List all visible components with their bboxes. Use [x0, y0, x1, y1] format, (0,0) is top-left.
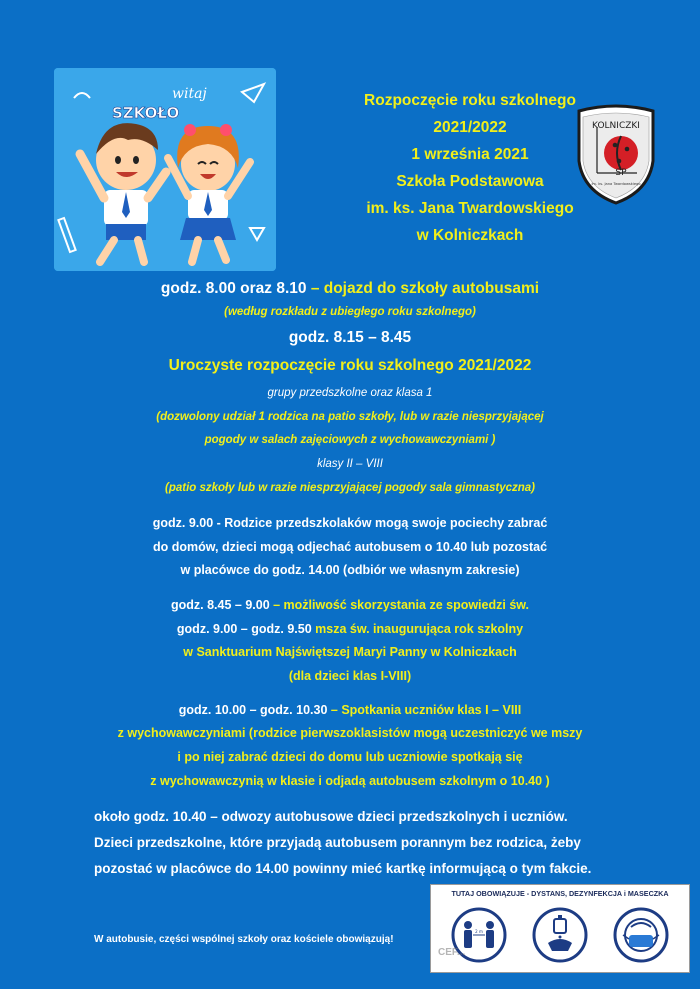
face-mask-icon	[613, 907, 669, 963]
header-patron: im. ks. Jana Twardowskiego	[366, 200, 574, 217]
sanitary-rules-banner	[430, 884, 690, 973]
illustration-witaj-text: witaj	[172, 86, 207, 102]
crest-letters-text: SP	[615, 168, 627, 178]
preschool-pickup-a: godz. 9.00 - Rodzice przedszkolaków mogą swoje pociechy zabrać	[152, 516, 548, 530]
groups-preschool-note-b: pogody w salach zajęciowych z wychowawczyniami )	[204, 434, 496, 446]
meeting-line-c: i po niej zabrać dzieci do domu lub uczniowie spotkają się	[177, 750, 523, 764]
bus-arrival-line	[0, 280, 700, 298]
groups-classes-2-8: klasy II – VIII	[317, 458, 383, 470]
crest-name-text: KOLNICZKI	[592, 121, 640, 131]
preschool-pickup-c: w placówce do godz. 14.00 (odbiór we własnym zakresie)	[180, 563, 520, 577]
bus-return-paragraph	[94, 804, 654, 882]
welcome-school-illustration	[54, 68, 276, 271]
confession-line	[0, 598, 700, 612]
crest-caption-text: im. ks. Jana Twardowskiego	[591, 182, 641, 186]
groups-classes-note: (patio szkoły lub w razie niesprzyjającej pogody sala gimnastyczna)	[164, 482, 536, 494]
watermark-text: CEF...	[438, 947, 466, 958]
mass-time: godz. 9.00 – godz. 9.50	[176, 622, 312, 636]
mass-line	[0, 622, 700, 636]
meeting-time: godz. 10.00 – godz. 10.30	[178, 703, 328, 717]
mass-text: msza św. inaugurująca rok szkolny	[311, 622, 524, 636]
preschool-pickup-b: do domów, dzieci mogą odjechać autobusem o 10.40 lub pozostać	[152, 540, 548, 554]
header-school-year: 2021/2022	[433, 119, 507, 136]
distance-label: 2 m	[475, 929, 483, 934]
ceremony-time: godz. 8.15 – 8.45	[288, 329, 412, 346]
meeting-line	[0, 703, 700, 717]
bus-return-line-a: około godz. 10.40 – odwozy autobusowe dzieci przedszkolnych i uczniów.	[94, 809, 568, 824]
mass-note: (dla dzieci klas I-VIII)	[288, 669, 412, 683]
ceremony-title: Uroczyste rozpoczęcie roku szkolnego 2021/2022	[168, 357, 532, 374]
confession-time: godz. 8.45 – 9.00	[170, 598, 270, 612]
confession-text: – możliwość skorzystania ze spowiedzi św.	[269, 598, 530, 612]
groups-preschool-note-a: (dozwolony udział 1 rodzica na patio szkoły, lub w razie niesprzyjającej	[156, 411, 544, 423]
illustration-szkolo-text: SZKOŁO	[112, 104, 180, 122]
header-title: Rozpoczęcie roku szkolnego	[364, 92, 576, 109]
header-date: 1 września 2021	[411, 146, 529, 163]
school-crest-logo	[575, 103, 657, 206]
rules-note: W autobusie, części wspólnej szkoły oraz kościele obowiązują!	[94, 934, 394, 945]
disinfection-icon	[532, 907, 588, 963]
meeting-line-b: z wychowawczyniami (rodzice pierwszoklasistów mogą uczestniczyć we mszy	[117, 726, 583, 740]
bus-arrival-time: godz. 8.00 oraz 8.10	[160, 280, 307, 297]
bus-schedule-note: (według rozkładu z ubiegłego roku szkolnego)	[224, 306, 476, 318]
bus-return-line-b: Dzieci przedszkolne, które przyjadą autobusem porannym bez rodzica, żeby	[94, 835, 581, 850]
mass-place: w Sanktuarium Najświętszej Maryi Panny w Kolniczkach	[183, 645, 517, 659]
bus-arrival-text: – dojazd do szkoły autobusami	[306, 280, 540, 297]
meeting-text: – Spotkania uczniów klas I – VIII	[327, 703, 522, 717]
banner-title: TUTAJ OBOWIĄZUJE - DYSTANS, DEZYNFEKCJA i MASECZKA	[451, 889, 669, 898]
header-school-name: Szkoła Podstawowa	[396, 173, 544, 190]
children-jumping-image	[54, 68, 276, 271]
meeting-line-d: z wychowawczynią w klasie i odjadą autobusem szkolnym o 10.40 )	[150, 774, 550, 788]
bus-return-line-c: pozostać w placówce do 14.00 powinny mieć kartkę informującą o tym fakcie.	[94, 861, 592, 876]
groups-preschool-class1: grupy przedszkolne oraz klasa 1	[267, 387, 433, 399]
header-location: w Kolniczkach	[416, 227, 524, 244]
